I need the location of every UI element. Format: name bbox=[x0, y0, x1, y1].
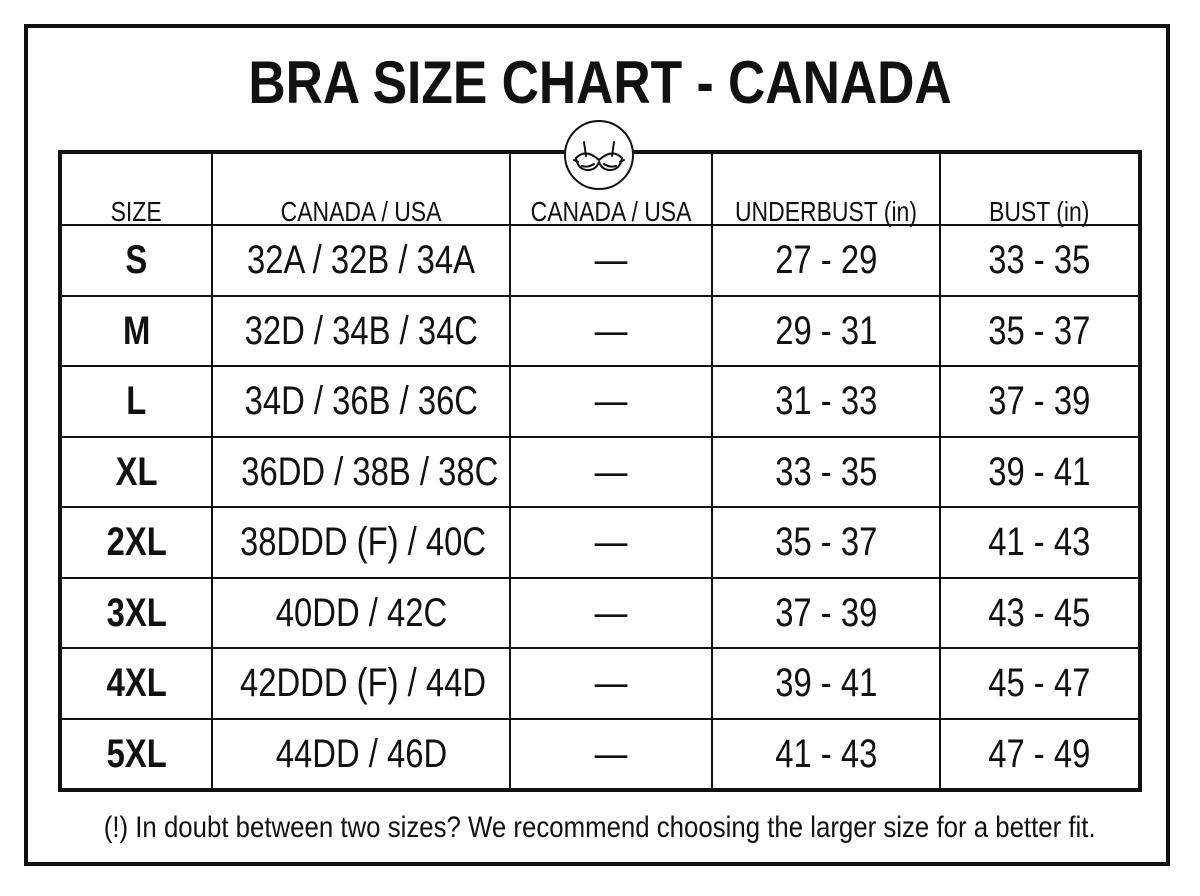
header-bust: BUST (in) bbox=[940, 154, 1138, 225]
size-cell: S bbox=[62, 225, 212, 296]
bust-cell: 35 - 37 bbox=[940, 296, 1138, 367]
canada-usa-alt-cell: — bbox=[510, 296, 712, 367]
underbust-cell: 27 - 29 bbox=[712, 225, 940, 296]
canada-usa-cell: 44DD / 46D bbox=[212, 719, 510, 789]
size-cell: 2XL bbox=[62, 507, 212, 578]
size-cell: 3XL bbox=[62, 578, 212, 649]
canada-usa-cell: 42DDD (F) / 44D bbox=[212, 648, 510, 719]
canada-usa-cell: 34D / 36B / 36C bbox=[212, 366, 510, 437]
canada-usa-alt-cell: — bbox=[510, 225, 712, 296]
canada-usa-alt-cell: — bbox=[510, 648, 712, 719]
footnote: (!) In doubt between two sizes? We recommend choosing the larger size for a better fit. bbox=[104, 811, 1096, 844]
bust-cell: 47 - 49 bbox=[940, 719, 1138, 789]
bust-cell: 45 - 47 bbox=[940, 648, 1138, 719]
canada-usa-cell: 40DD / 42C bbox=[212, 578, 510, 649]
size-cell: L bbox=[62, 366, 212, 437]
underbust-cell: 35 - 37 bbox=[712, 507, 940, 578]
table-row bbox=[62, 437, 1138, 508]
canada-usa-cell: 32A / 32B / 34A bbox=[212, 225, 510, 296]
canada-usa-cell: 36DD / 38B / 38C bbox=[212, 437, 510, 508]
header-canada-usa-2: CANADA / USA bbox=[510, 154, 712, 225]
table-row bbox=[62, 366, 1138, 437]
bust-cell: 37 - 39 bbox=[940, 366, 1138, 437]
bust-cell: 33 - 35 bbox=[940, 225, 1138, 296]
header-size: SIZE bbox=[62, 154, 212, 225]
table-row bbox=[62, 578, 1138, 649]
underbust-cell: 39 - 41 bbox=[712, 648, 940, 719]
canada-usa-alt-cell: — bbox=[510, 437, 712, 508]
size-table bbox=[58, 150, 1142, 792]
underbust-cell: 29 - 31 bbox=[712, 296, 940, 367]
header-underbust: UNDERBUST (in) bbox=[712, 154, 940, 225]
size-cell: 5XL bbox=[62, 719, 212, 789]
table-row bbox=[62, 225, 1138, 296]
page-title: BRA SIZE CHART - CANADA bbox=[248, 49, 952, 116]
table-row bbox=[62, 296, 1138, 367]
table-row bbox=[62, 648, 1138, 719]
underbust-cell: 41 - 43 bbox=[712, 719, 940, 789]
bust-cell: 41 - 43 bbox=[940, 507, 1138, 578]
canada-usa-cell: 38DDD (F) / 40C bbox=[212, 507, 510, 578]
size-cell: XL bbox=[62, 437, 212, 508]
canada-usa-alt-cell: — bbox=[510, 366, 712, 437]
canada-usa-alt-cell: — bbox=[510, 507, 712, 578]
size-cell: 4XL bbox=[62, 648, 212, 719]
underbust-cell: 33 - 35 bbox=[712, 437, 940, 508]
canada-usa-alt-cell: — bbox=[510, 719, 712, 789]
underbust-cell: 37 - 39 bbox=[712, 578, 940, 649]
underbust-cell: 31 - 33 bbox=[712, 366, 940, 437]
size-cell: M bbox=[62, 296, 212, 367]
header-canada-usa-1: CANADA / USA bbox=[212, 154, 510, 225]
table-row bbox=[62, 719, 1138, 789]
bra-icon bbox=[564, 120, 634, 190]
canada-usa-alt-cell: — bbox=[510, 578, 712, 649]
bust-cell: 43 - 45 bbox=[940, 578, 1138, 649]
canada-usa-cell: 32D / 34B / 34C bbox=[212, 296, 510, 367]
table-row bbox=[62, 507, 1138, 578]
bust-cell: 39 - 41 bbox=[940, 437, 1138, 508]
